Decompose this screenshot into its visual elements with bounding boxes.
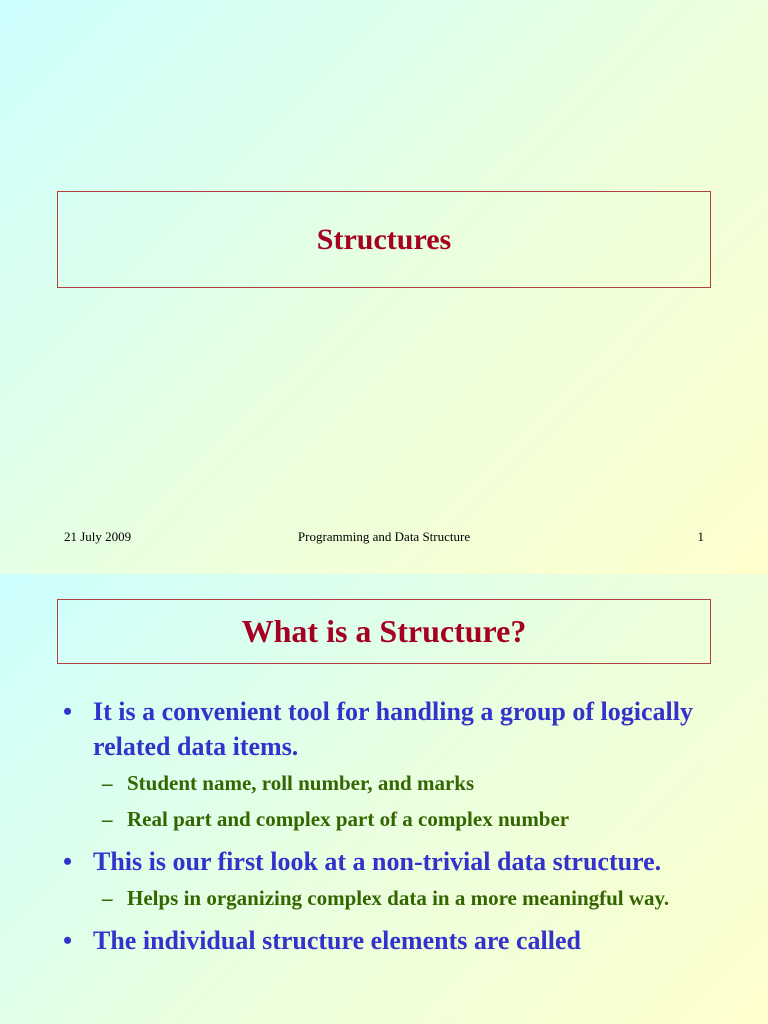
bullet-group: [58, 923, 718, 958]
bullet-text: The individual structure elements are called: [93, 926, 581, 955]
slide-title: What is a Structure?: [241, 613, 527, 649]
slide-2: [0, 574, 768, 1024]
bullet-group: [58, 694, 718, 834]
bullet-text: This is our first look at a non-trivial data structure.: [93, 847, 662, 876]
slide-footer: [0, 529, 768, 549]
bullet-mark: •: [63, 926, 73, 955]
bullet-mark: •: [63, 847, 73, 876]
bullet-mark: •: [63, 697, 73, 726]
dash-mark: –: [102, 771, 113, 795]
slide-content: [58, 694, 718, 968]
bullet-group: [58, 844, 718, 913]
sub-bullet-text: Student name, roll number, and marks: [127, 771, 475, 795]
bullet-item: [58, 923, 718, 958]
slide-title: Structures: [316, 222, 452, 256]
sub-bullet-item: [58, 804, 718, 834]
sub-bullet-item: [58, 883, 718, 913]
slide-title-box: [57, 599, 711, 664]
sub-bullet-text: Helps in organizing complex data in a more meaningful way.: [127, 886, 670, 910]
dash-mark: –: [102, 886, 113, 910]
footer-page-number: 1: [697, 529, 704, 544]
bullet-item: [58, 844, 718, 879]
footer-course: Programming and Data Structure: [297, 529, 471, 544]
footer-date: 21 July 2009: [64, 529, 132, 544]
bullet-item: [58, 694, 718, 764]
bullet-text: It is a convenient tool for handling a group of logically related data items.: [93, 697, 693, 761]
slide-title-box: [57, 191, 711, 288]
sub-bullet-text: Real part and complex part of a complex number: [127, 807, 570, 831]
dash-mark: –: [102, 807, 113, 831]
sub-bullet-item: [58, 768, 718, 798]
